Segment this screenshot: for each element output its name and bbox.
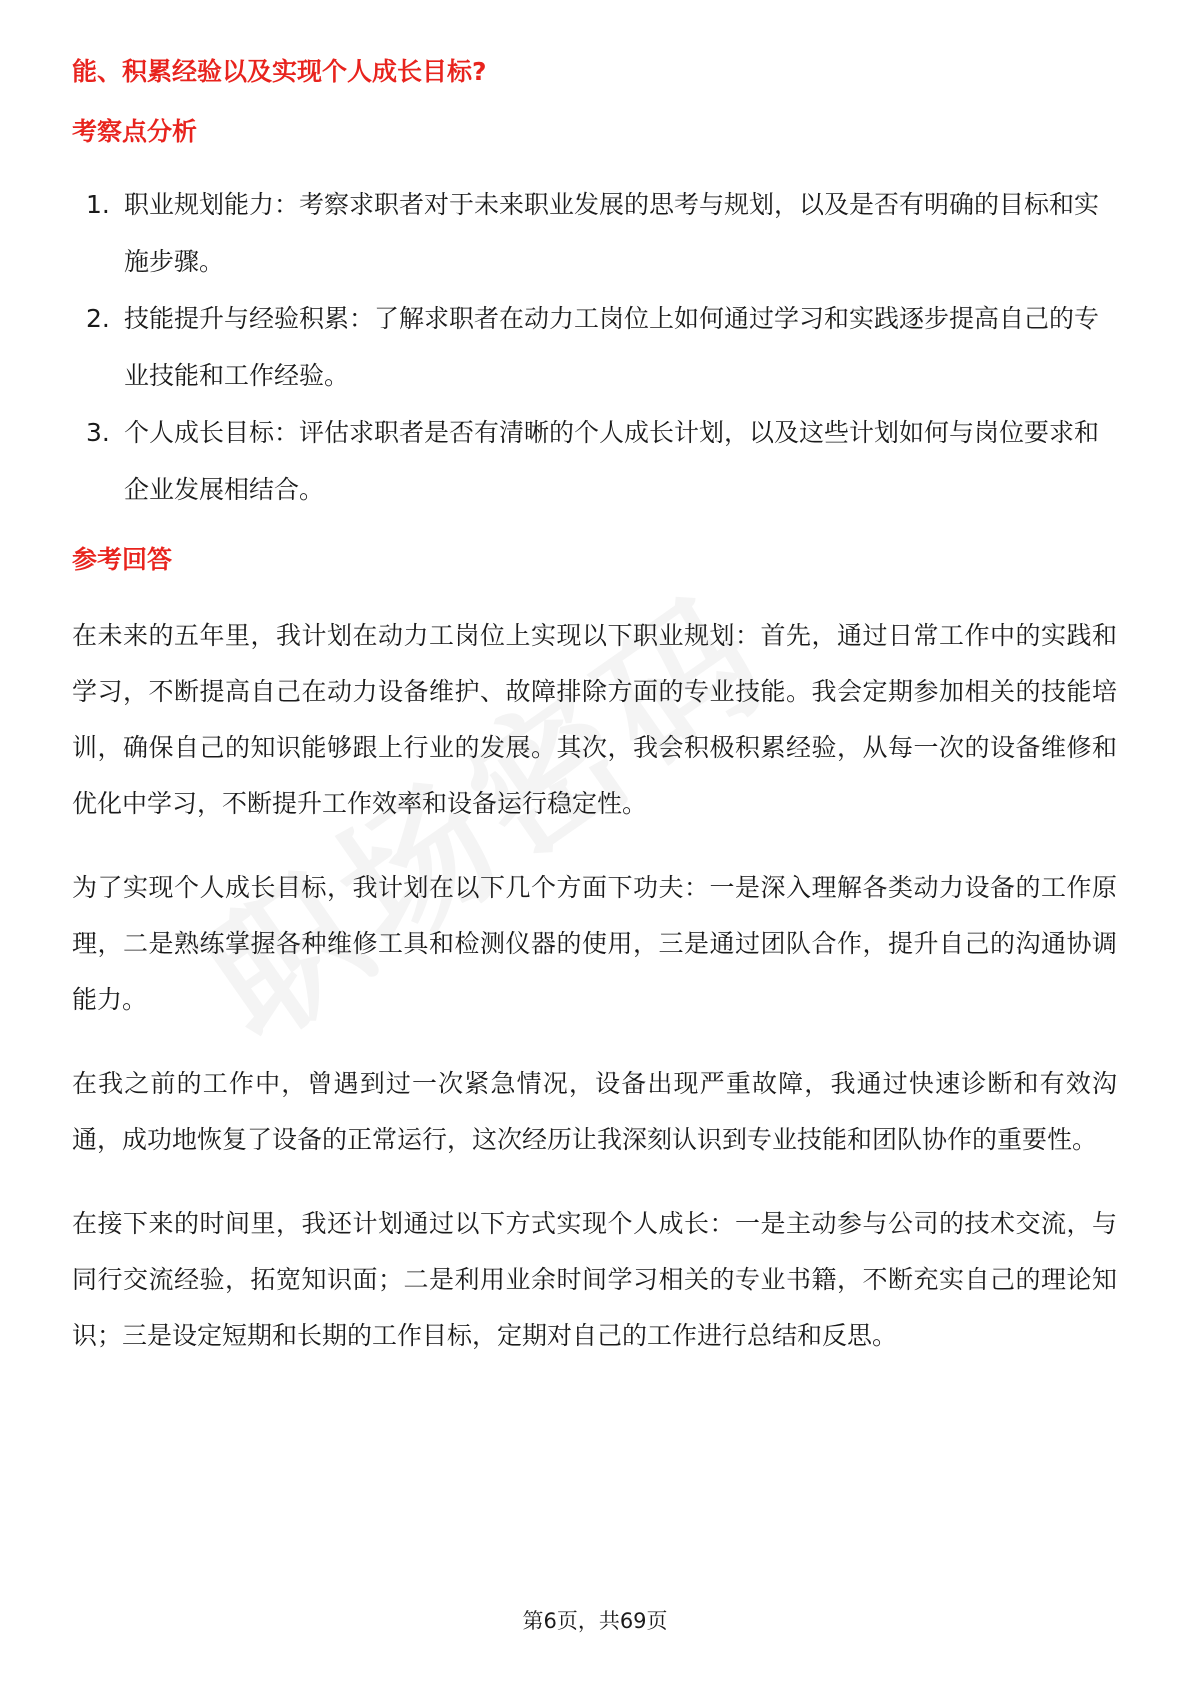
answer-heading: 参考回答 (72, 545, 173, 574)
answer-paragraph: 为了实现个人成长目标，我计划在以下几个方面下功夫：一是深入理解各类动力设备的工作原理，二是熟练掌握各种维修工具和检测仪器的使用，三是通过团队合作，提升自己的沟通协调能力。 (72, 873, 1117, 1014)
analysis-item (72, 404, 1117, 518)
answer-paragraph: 在未来的五年里，我计划在动力工岗位上实现以下职业规划：首先，通过日常工作中的实践和学习，不断提高自己在动力设备维护、故障排除方面的专业技能。我会定期参加相关的技能培训，确保自己的知识能够跟上行业的发展。其次，我会积极积累经验，从每一次的设备维修和优化中学习，不断提升工作效率和设备运行稳定性。 (72, 621, 1117, 818)
answer-paragraph: 在接下来的时间里，我还计划通过以下方式实现个人成长：一是主动参与公司的技术交流，与同行交流经验，拓宽知识面；二是利用业余时间学习相关的专业书籍，不断充实自己的理论知识；三是设定短期和长期的工作目标，定期对自己的工作进行总结和反思。 (72, 1209, 1117, 1350)
analysis-item-number: 1. (86, 190, 110, 219)
analysis-item-text: 个人成长目标：评估求职者是否有清晰的个人成长计划，以及这些计划如何与岗位要求和企业发展相结合。 (124, 418, 1100, 504)
analysis-item-text: 技能提升与经验积累：了解求职者在动力工岗位上如何通过学习和实践逐步提高自己的专业技能和工作经验。 (124, 304, 1100, 390)
analysis-list (72, 176, 1117, 518)
page-number: 第6页，共69页 (522, 1609, 668, 1633)
answer-paragraph: 在我之前的工作中，曾遇到过一次紧急情况，设备出现严重故障，我通过快速诊断和有效沟通，成功地恢复了设备的正常运行，这次经历让我深刻认识到专业技能和团队协作的重要性。 (72, 1069, 1117, 1154)
analysis-item-text: 职业规划能力：考察求职者对于未来职业发展的思考与规划，以及是否有明确的目标和实施步骤。 (124, 190, 1100, 276)
document-page (72, 52, 1117, 1364)
question-continuation: 能、积累经验以及实现个人成长目标? (72, 57, 487, 86)
analysis-heading: 考察点分析 (72, 117, 198, 146)
analysis-item (72, 176, 1117, 290)
analysis-item (72, 290, 1117, 404)
analysis-item-number: 2. (86, 304, 110, 333)
analysis-item-number: 3. (86, 418, 110, 447)
answer-body (72, 608, 1117, 1364)
